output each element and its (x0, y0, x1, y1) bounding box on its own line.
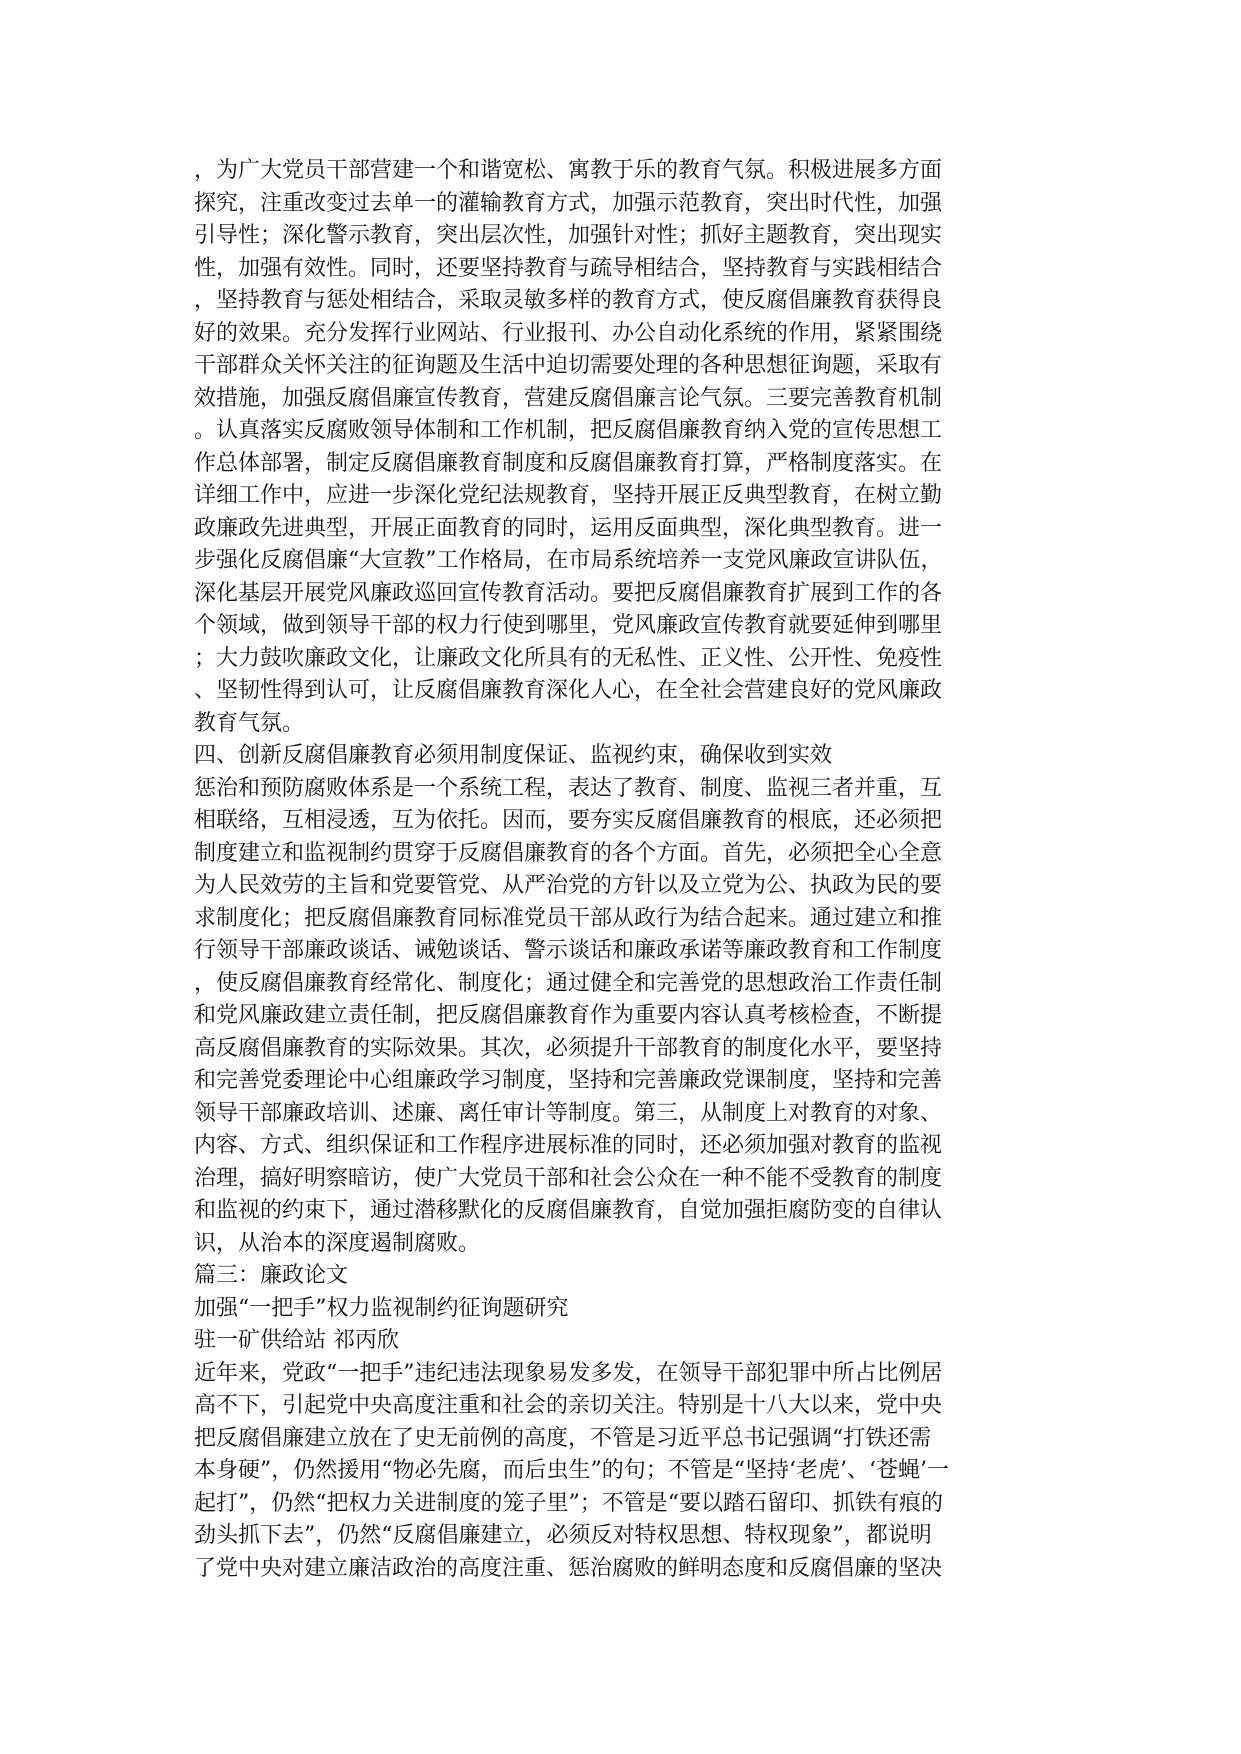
text-line: 政廉政先进典型，开展正面教育的同时，运用反面典型，深化典型教育。进一 (194, 515, 943, 541)
text-line: 和监视的约束下，通过潜移默化的反腐倡廉教育，自觉加强拒腐防变的自律认 (194, 1198, 943, 1223)
text-line: 起打”，仍然“把权力关进制度的笼子里”；不管是“要以踏石留印、抓铁有痕的 (194, 1490, 943, 1516)
text-line: 和党风廉政建立责任制，把反腐倡廉教育作为重要内容认真考核检查，不断提 (194, 1003, 943, 1028)
text-line: 性，加强有效性。同时，还要坚持教育与疏导相结合，坚持教育与实践相结合 (194, 255, 943, 281)
text-line: 本身硬”，仍然援用“物必先腐，而后虫生”的句；不管是“坚持‘老虎’、‘苍蝇’一 (194, 1458, 949, 1483)
text-line: ，坚持教育与惩处相结合，采取灵敏多样的教育方式，使反腐倡廉教育获得良 (194, 288, 943, 313)
text-line: 治理，搞好明察暗访，使广大党员干部和社会公众在一种不能不受教育的制度 (194, 1165, 943, 1191)
text-line: 了党中央对建立廉洁政治的高度注重、惩治腐败的鲜明态度和反腐倡廉的坚决 (194, 1555, 943, 1581)
text-line: 近年来，党政“一把手”违纪违法现象易发多发，在领导干部犯罪中所占比例居 (194, 1360, 943, 1386)
document-body (194, 155, 1054, 1585)
text-line: 个领域，做到领导干部的权力行使到哪里，党风廉政宣传教育就要延伸到哪里 (194, 613, 943, 638)
text-line: ；大力鼓吹廉政文化，让廉政文化所具有的无私性、正义性、公开性、免疫性 (194, 645, 943, 671)
text-line: 高不下，引起党中央高度注重和社会的亲切关注。特别是十八大以来，党中央 (194, 1393, 943, 1418)
text-line: 和完善党委理论中心组廉政学习制度，坚持和完善廉政党课制度，坚持和完善 (194, 1068, 943, 1093)
text-line: 好的效果。充分发挥行业网站、行业报刊、办公自动化系统的作用，紧紧围绕 (194, 320, 943, 346)
text-line: 教育气氛。 (194, 710, 305, 736)
text-line: 步强化反腐倡廉“大宣教”工作格局，在市局系统培养一支党风廉政宣讲队伍， (194, 548, 943, 573)
text-line: 作总体部署，制定反腐倡廉教育制度和反腐倡廉教育打算，严格制度落实。在 (194, 450, 943, 476)
text-line: ，使反腐倡廉教育经常化、制度化；通过健全和完善党的思想政治工作责任制 (194, 970, 943, 996)
text-line: 为人民效劳的主旨和党要管党、从严治党的方针以及立党为公、执政为民的要 (194, 873, 943, 898)
text-line: ，为广大党员干部营建一个和谐宽松、寓教于乐的教育气氛。积极进展多方面 (194, 158, 943, 183)
text-line: 详细工作中，应进一步深化党纪法规教育，坚持开展正反典型教育，在树立勤 (194, 483, 943, 508)
text-line: 引导性；深化警示教育，突出层次性，加强针对性；抓好主题教育，突出现实 (194, 223, 943, 248)
text-line: 深化基层开展党风廉政巡回宣传教育活动。要把反腐倡廉教育扩展到工作的各 (194, 580, 943, 606)
text-line: 内容、方式、组织保证和工作程序进展标准的同时，还必须加强对教育的监视 (194, 1133, 943, 1158)
text-line: 干部群众关怀关注的征询题及生活中迫切需要处理的各种思想征询题，采取有 (194, 353, 943, 378)
text-line: 制度建立和监视制约贯穿于反腐倡廉教育的各个方面。首先，必须把全心全意 (194, 840, 943, 866)
text-line: 相联络，互相浸透，互为依托。因而，要夯实反腐倡廉教育的根底，还必须把 (194, 808, 943, 833)
text-line: 行领导干部廉政谈话、诫勉谈话、警示谈话和廉政承诺等廉政教育和工作制度 (194, 938, 943, 963)
text-line: 高反腐倡廉教育的实际效果。其次，必须提升干部教育的制度化水平，要坚持 (194, 1035, 943, 1061)
text-line: 把反腐倡廉建立放在了史无前例的高度，不管是习近平总书记强调“打铁还需 (194, 1425, 932, 1451)
text-line: 效措施，加强反腐倡廉宣传教育，营建反腐倡廉言论气氛。三要完善教育机制 (194, 385, 943, 411)
text-line: 驻一矿供给站 祁丙欣 (194, 1328, 399, 1353)
text-line: 篇三：廉政论文 (194, 1263, 349, 1288)
text-line: 劲头抓下去”，仍然“反腐倡廉建立，必须反对特权思想、特权现象”，都说明 (194, 1523, 932, 1548)
text-line: 探究，注重改变过去单一的灌输教育方式，加强示范教育，突出时代性，加强 (194, 190, 943, 216)
text-line: 求制度化；把反腐倡廉教育同标准党员干部从政行为结合起来。通过建立和推 (194, 905, 943, 931)
text-line: 惩治和预防腐败体系是一个系统工程，表达了教育、制度、监视三者并重，互 (194, 775, 943, 801)
text-line: 、坚韧性得到认可，让反腐倡廉教育深化人心，在全社会营建良好的党风廉政 (194, 678, 943, 703)
text-line: 四、创新反腐倡廉教育必须用制度保证、监视约束，确保收到实效 (194, 743, 833, 768)
text-line: 识，从治本的深度遏制腐败。 (194, 1230, 481, 1256)
text-line: 。认真落实反腐败领导体制和工作机制，把反腐倡廉教育纳入党的宣传思想工 (194, 418, 943, 443)
text-line: 领导干部廉政培训、述廉、离任审计等制度。第三，从制度上对教育的对象、 (194, 1100, 943, 1126)
text-line: 加强“一把手”权力监视制约征询题研究 (194, 1295, 569, 1321)
